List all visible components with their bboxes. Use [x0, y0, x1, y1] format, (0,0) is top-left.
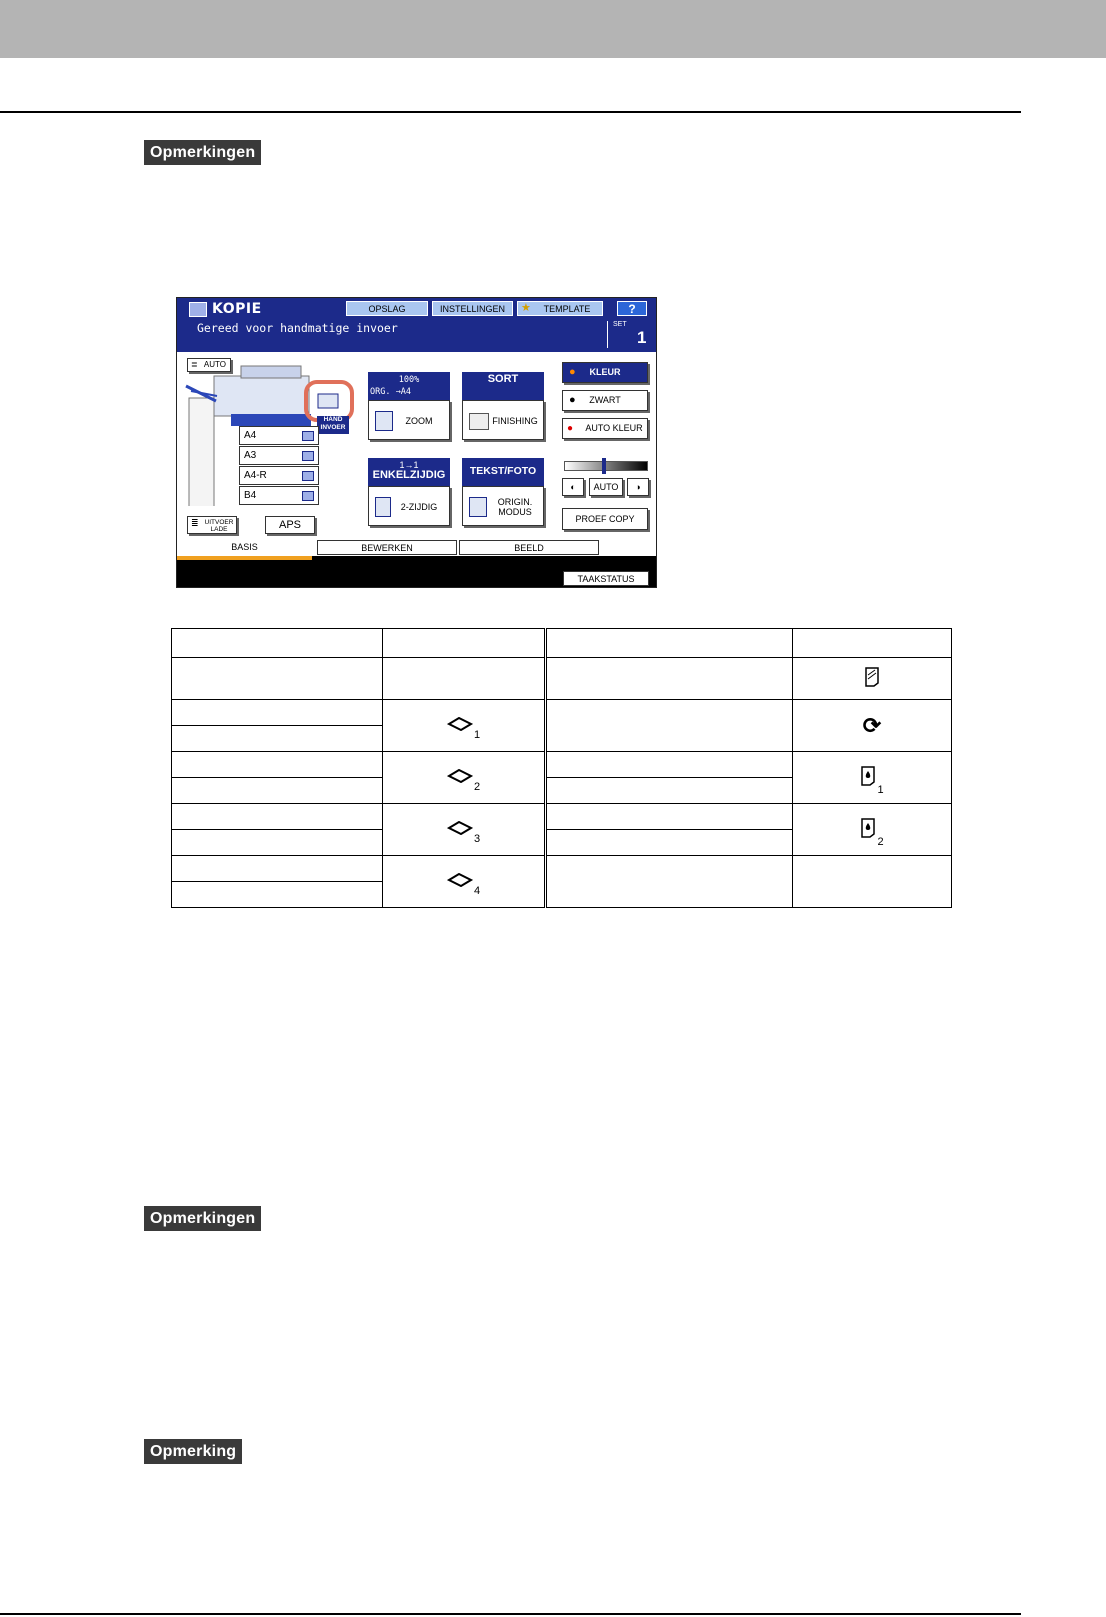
toner-2-cell [793, 804, 952, 856]
duplex-mode: ENKELZIJDIG [372, 469, 446, 481]
table-cell [172, 629, 383, 658]
finishing-label: FINISHING [492, 416, 538, 426]
tray-icon [447, 873, 473, 887]
auto-color-icon: ● [567, 423, 574, 434]
tab-bewerken[interactable]: BEWERKEN [317, 540, 457, 555]
2-zijdig-button[interactable] [368, 486, 450, 526]
tray-stack-icon: ≣ [191, 360, 198, 369]
rotate-cell [793, 700, 952, 752]
table-cell [546, 830, 793, 856]
set-divider [607, 321, 608, 348]
full-color-icon: ● [569, 366, 576, 378]
finishing-icon [469, 413, 489, 430]
duplex-status [368, 458, 450, 486]
tray-number: 4 [473, 885, 481, 897]
table-cell [546, 856, 793, 908]
table-cell [172, 778, 383, 804]
zwart-label: ZWART [589, 395, 621, 405]
tab-beeld[interactable]: BEELD [459, 540, 599, 555]
toner-1-cell [793, 752, 952, 804]
table-cell [383, 658, 546, 700]
density-auto-button[interactable]: AUTO [589, 478, 623, 496]
tray-label: A4-R [244, 470, 267, 481]
tray-icon [302, 451, 314, 461]
template-label: TEMPLATE [543, 304, 591, 314]
kleur-button[interactable] [562, 362, 648, 383]
table-cell [546, 804, 793, 830]
origin-label-1: ORIGIN. [497, 497, 533, 507]
tray-label: A4 [244, 430, 257, 441]
table-cell [546, 658, 793, 700]
table-cell [793, 658, 952, 700]
table-cell [172, 804, 383, 830]
table-cell [546, 700, 793, 752]
tray-icon [302, 491, 314, 501]
copier-panel [176, 297, 657, 588]
duplex-top: 1→1 [399, 460, 419, 470]
paper-icon [864, 667, 880, 687]
table-cell [546, 778, 793, 804]
copy-icon [189, 302, 207, 317]
sort-status: SORT [462, 372, 544, 400]
status-message: Gereed voor handmatige invoer [197, 321, 398, 335]
opslag-button[interactable]: OPSLAG [346, 301, 428, 316]
aps-button[interactable]: APS [265, 516, 315, 534]
tray-icon [447, 717, 473, 731]
template-button[interactable] [517, 301, 603, 316]
black-icon: ● [569, 394, 576, 406]
original-mode-status: TEKST/FOTO [462, 458, 544, 486]
table-cell [793, 629, 952, 658]
zoom-label: ZOOM [405, 416, 433, 426]
zoom-percent: 100% [398, 375, 420, 385]
table-cell [172, 658, 383, 700]
auto-kleur-button[interactable] [562, 418, 648, 439]
tray-a4r-button[interactable] [239, 466, 319, 485]
tray-a3-button[interactable] [239, 446, 319, 465]
kleur-label: KLEUR [589, 367, 621, 377]
original-mode-icon [469, 497, 487, 517]
tray-label: B4 [244, 490, 257, 501]
darker-button[interactable] [627, 478, 649, 496]
darker-icon: ◑ [635, 482, 641, 492]
uitvoerlade-label: UITVOER LADE [204, 519, 234, 533]
zwart-button[interactable] [562, 390, 648, 411]
tray-number: 1 [473, 729, 481, 741]
density-scale [564, 461, 648, 471]
rotate-icon: ⟳ [862, 712, 882, 738]
tray-icon [447, 769, 473, 783]
toner-number: 1 [877, 784, 884, 796]
table-cell [546, 752, 793, 778]
table-cell [383, 629, 546, 658]
panel-title: KOPIE [212, 301, 262, 317]
instellingen-button[interactable]: INSTELLINGEN [432, 301, 513, 316]
toner-number: 2 [877, 836, 884, 848]
tray-b4-button[interactable] [239, 486, 319, 505]
zoom-original: ORG. →A4 [370, 387, 411, 397]
zoom-icon [375, 411, 393, 431]
header-bar [0, 0, 1106, 58]
tray-1-cell [383, 700, 546, 752]
tray-stack-icon: ≣ [191, 518, 199, 528]
table-cell [172, 856, 383, 882]
note-label-1: Opmerkingen [144, 140, 261, 165]
bypass-table [171, 628, 952, 908]
origin-label-2: MODUS [498, 507, 532, 517]
tray-a4-button[interactable] [239, 426, 319, 445]
table-cell [172, 752, 383, 778]
table-cell [793, 856, 952, 908]
tray-number: 2 [473, 781, 481, 793]
help-button[interactable]: ? [617, 301, 647, 316]
note-label-2: Opmerkingen [144, 1206, 261, 1231]
table-cell [172, 726, 383, 752]
zoom-status [368, 372, 450, 400]
star-icon: ★ [521, 302, 531, 314]
table-cell [546, 629, 793, 658]
table-cell [172, 882, 383, 908]
auto-label: AUTO [203, 360, 226, 369]
tab-basis[interactable]: BASIS [231, 542, 258, 552]
lighter-icon: ◐ [570, 482, 576, 492]
density-marker [602, 458, 606, 474]
finishing-button[interactable] [462, 400, 544, 440]
set-label: SET [613, 321, 627, 328]
bottom-rule [0, 1613, 1021, 1615]
hand-invoer-button[interactable]: HAND INVOER [317, 416, 349, 434]
duplex-icon [375, 497, 391, 517]
zoom-button[interactable] [368, 400, 450, 440]
top-rule [0, 111, 1021, 113]
toner-icon [860, 818, 876, 838]
tray-icon [302, 471, 314, 481]
uitvoerlade-button[interactable] [187, 516, 237, 534]
table-cell [172, 830, 383, 856]
proef-copy-button[interactable]: PROEF COPY [562, 508, 648, 530]
tray-label: A3 [244, 450, 257, 461]
tray-icon [302, 431, 314, 441]
tray-3-cell [383, 804, 546, 856]
note-label-3: Opmerking [144, 1439, 242, 1464]
tray-2-cell [383, 752, 546, 804]
taakstatus-button[interactable]: TAAKSTATUS [563, 571, 649, 586]
tray-4-cell [383, 856, 546, 908]
origin-modus-button[interactable] [462, 486, 544, 526]
auto-kleur-label: AUTO KLEUR [585, 423, 643, 433]
active-tab-indicator [177, 556, 312, 560]
tray-icon [447, 821, 473, 835]
table-cell [172, 700, 383, 726]
tray-number: 3 [473, 833, 481, 845]
duplex-label: 2-ZIJDIG [400, 502, 438, 512]
toner-icon [860, 766, 876, 786]
set-value: 1 [637, 328, 647, 347]
lighter-button[interactable] [562, 478, 584, 496]
